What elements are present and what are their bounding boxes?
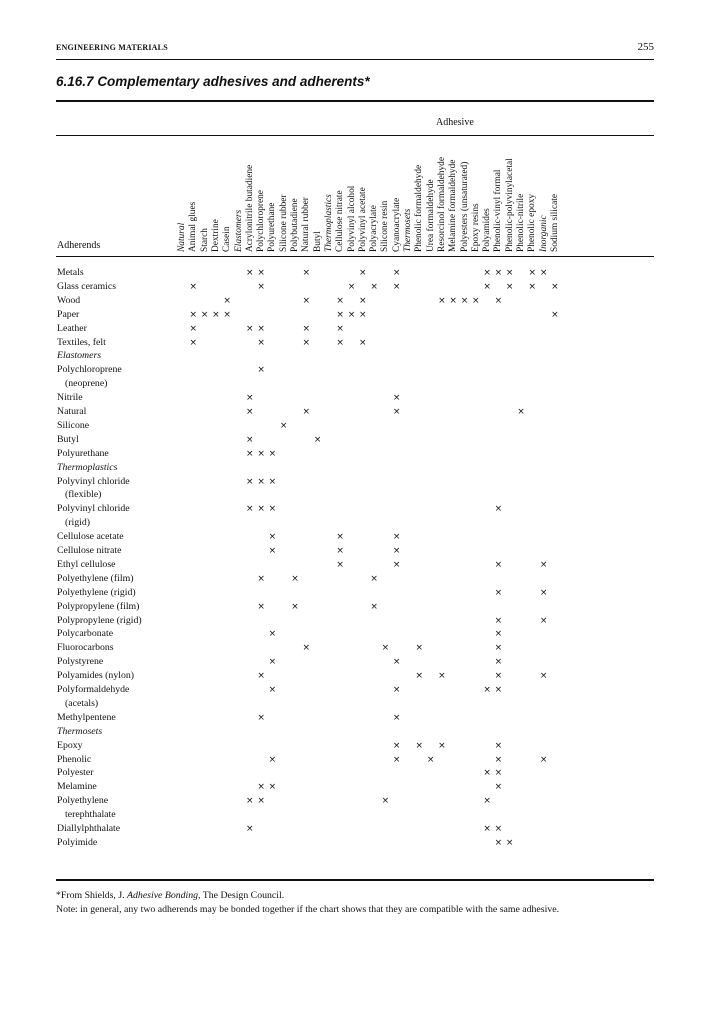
adherend-label: Phenolic <box>57 753 92 765</box>
header-rule <box>56 59 654 60</box>
compatibility-mark: × <box>313 434 322 445</box>
compatibility-mark: × <box>189 337 198 348</box>
compatibility-mark: × <box>246 796 254 807</box>
compatibility-mark: × <box>336 337 344 348</box>
adherend-label: Paper <box>57 308 80 320</box>
adherend-label: terephthalate <box>65 809 116 821</box>
compatibility-mark: × <box>257 504 265 515</box>
table-row <box>57 683 654 697</box>
adhesive-group-rule <box>56 135 654 136</box>
compatibility-mark: × <box>336 546 344 556</box>
footnote-book: Adhesive Bonding, <box>127 890 201 901</box>
category-row <box>57 349 654 363</box>
column-header-label: Silicone rubber <box>278 194 289 252</box>
adherend-label: Polyimide <box>57 836 98 848</box>
table-row <box>57 600 654 614</box>
table-row <box>57 433 654 447</box>
column-header-label: Epoxy resins <box>470 203 481 252</box>
compatibility-mark: × <box>291 573 299 584</box>
section-title <box>56 74 370 89</box>
compatibility-mark: × <box>370 573 378 584</box>
compatibility-mark: × <box>494 754 503 765</box>
compatibility-mark: × <box>551 309 559 320</box>
compatibility-mark: × <box>483 824 491 834</box>
table-row <box>57 627 654 641</box>
column-header-label: Phenolic formaldehyde <box>414 164 425 252</box>
column-header-label: Polyamides <box>482 208 493 252</box>
adherend-label: Polystyrene <box>57 656 104 668</box>
compatibility-mark: × <box>257 671 265 682</box>
compatibility-mark: × <box>494 740 503 751</box>
compatibility-mark: × <box>257 573 265 584</box>
table-row <box>57 405 654 419</box>
compatibility-mark: × <box>438 740 446 751</box>
compatibility-mark: × <box>392 657 401 668</box>
column-header-label: Silicone resin <box>380 200 391 252</box>
column-header-label: Dextrine <box>210 219 221 252</box>
adherend-label: Fluorocarbons <box>57 642 114 654</box>
compatibility-mark: × <box>246 824 254 834</box>
compatibility-mark: × <box>494 837 503 848</box>
table-top-rule <box>56 100 654 102</box>
compatibility-mark: × <box>392 685 401 695</box>
adherend-label: (rigid) <box>65 517 91 529</box>
table-row <box>57 794 654 808</box>
compatibility-mark: × <box>381 643 390 654</box>
adherend-label: Polyester <box>57 767 94 779</box>
compatibility-mark: × <box>494 643 503 654</box>
compatibility-mark: × <box>494 587 503 598</box>
table-row <box>57 336 654 350</box>
adherend-label: Nitrile <box>57 392 83 404</box>
continuation-row <box>57 377 654 391</box>
column-header-label: Butyl <box>312 231 323 252</box>
column-header-label: Inorganic <box>538 215 549 252</box>
column-header-label: Polyurethane <box>267 202 278 252</box>
compatibility-mark: × <box>268 504 277 515</box>
adhesive-group-label: Adhesive <box>436 117 474 128</box>
table-row <box>57 586 654 600</box>
adherend-label: Diallylphthalate <box>57 823 121 834</box>
compatibility-mark: × <box>539 559 548 570</box>
table-row <box>57 669 654 683</box>
compatibility-mark: × <box>505 837 514 848</box>
compatibility-mark: × <box>539 754 548 765</box>
continuation-row <box>57 516 654 530</box>
adherend-label: Silicone <box>57 419 90 431</box>
adherend-label: Thermoplastics <box>57 461 118 473</box>
section-number: 6.16.7 <box>56 74 94 89</box>
table-row <box>57 294 654 308</box>
adherend-label: Polyamides (nylon) <box>57 670 135 682</box>
compatibility-mark: × <box>246 393 254 404</box>
adherends-header: Adherends <box>57 240 101 251</box>
compatibility-mark: × <box>494 559 503 570</box>
compatibility-mark: × <box>494 685 503 695</box>
table-row <box>57 753 654 767</box>
column-header-label: Sodium silicate <box>549 193 560 252</box>
compatibility-mark: × <box>392 546 401 556</box>
table-row <box>57 544 654 558</box>
compatibility-mark: × <box>257 782 265 793</box>
compatibility-mark: × <box>279 420 288 431</box>
compatibility-mark: × <box>539 671 548 682</box>
table-row <box>57 558 654 572</box>
compatibility-mark: × <box>223 309 231 320</box>
compatibility-mark: × <box>494 671 503 682</box>
compatibility-mark: × <box>257 365 265 376</box>
column-header-label: Phenolic-nitrile <box>516 193 526 252</box>
compatibility-mark: × <box>189 323 198 334</box>
compatibility-note: Note: in general, any two adherends may be bonded together if the chart shows that they are compatible with the same adhesive. <box>56 904 560 915</box>
compatibility-mark: × <box>268 782 277 793</box>
compatibility-mark: × <box>539 615 548 626</box>
adherend-label: Polyethylene (rigid) <box>57 586 136 598</box>
column-header-label: Cyanoacrylate <box>391 197 402 252</box>
table-row <box>57 419 654 433</box>
compatibility-mark: × <box>483 685 491 695</box>
compatibility-mark: × <box>494 615 503 626</box>
compatibility-mark: × <box>189 281 198 292</box>
compatibility-mark: × <box>494 268 503 278</box>
category-row <box>57 725 654 739</box>
column-header-label: Phenolic epoxy <box>527 193 538 252</box>
adherend-label: Textiles, felt <box>57 336 106 348</box>
compatibility-mark: × <box>268 532 277 543</box>
compatibility-mark: × <box>494 768 503 779</box>
compatibility-mark: × <box>392 268 401 278</box>
compatibility-mark: × <box>200 309 209 320</box>
compatibility-mark: × <box>392 407 401 417</box>
compatibility-mark: × <box>268 476 277 487</box>
adherend-label: (acetals) <box>65 697 99 709</box>
adherend-label: Polyvinyl chloride <box>57 475 130 487</box>
table-row <box>57 530 654 544</box>
table-row <box>57 280 654 294</box>
compatibility-mark: × <box>336 559 344 570</box>
adherend-label: Wood <box>57 294 81 306</box>
column-header-label: Thermoplastics <box>323 194 334 252</box>
adherend-label: (flexible) <box>65 489 102 501</box>
compatibility-mark: × <box>223 295 231 306</box>
adherend-label: Glass ceramics <box>57 280 117 292</box>
column-header-label: Phenolic-vinyl formal <box>493 169 504 252</box>
compatibility-mark: × <box>483 281 491 292</box>
adherend-label: Polyethylene <box>57 795 109 807</box>
compatibility-mark: × <box>302 268 311 278</box>
compatibility-mark: × <box>257 323 265 334</box>
table-bottom-rule <box>56 879 654 881</box>
compatibility-mark: × <box>257 281 265 292</box>
compatibility-mark: × <box>359 337 367 348</box>
compatibility-mark: × <box>483 768 491 779</box>
adherend-label: Polychloroprene <box>57 364 122 376</box>
compatibility-mark: × <box>257 476 265 487</box>
compatibility-mark: × <box>246 407 254 417</box>
source-footnote <box>56 889 656 902</box>
compatibility-mark: × <box>268 685 277 695</box>
footnote-author: *From Shields, J. <box>56 890 125 901</box>
compatibility-mark: × <box>392 712 401 723</box>
table-row <box>57 572 654 586</box>
adherend-label: Thermosets <box>57 725 103 737</box>
adherend-label: Polyformaldehyde <box>57 684 130 695</box>
adherend-label: Cellulose nitrate <box>57 545 122 556</box>
compatibility-mark: × <box>438 671 446 682</box>
footnote-publisher: The Design Council. <box>202 890 285 901</box>
compatibility-mark: × <box>347 309 356 320</box>
compatibility-mark: × <box>438 295 446 306</box>
compatibility-mark: × <box>359 295 367 306</box>
compatibility-mark: × <box>494 657 503 668</box>
table-row <box>57 655 654 669</box>
compatibility-mark: × <box>268 657 277 668</box>
running-head <box>56 43 654 57</box>
table-row <box>57 766 654 780</box>
adherend-label: Elastomers <box>57 350 102 362</box>
continuation-row <box>57 697 654 711</box>
adherend-label: Methylpentene <box>57 711 116 723</box>
column-header-label: Polyvinyl alcohol <box>346 185 357 252</box>
compatibility-mark: × <box>539 587 548 598</box>
compatibility-mark: × <box>551 281 559 292</box>
adherend-label: Leather <box>57 322 87 334</box>
continuation-row <box>57 488 654 502</box>
column-header-label: Polyesters (unsaturated) <box>459 161 470 252</box>
compatibility-mark: × <box>494 629 503 640</box>
adherend-label: Natural <box>57 406 87 417</box>
compatibility-mark: × <box>359 309 367 320</box>
compatibility-mark: × <box>494 782 503 793</box>
continuation-row <box>57 808 654 822</box>
column-header-label: Casein <box>222 226 233 252</box>
compatibility-mark: × <box>246 323 254 334</box>
compatibility-mark: × <box>268 448 277 459</box>
compatibility-mark: × <box>472 295 480 306</box>
adherend-label: Polycarbonate <box>57 628 114 640</box>
compatibility-mark: × <box>505 281 514 292</box>
compatibility-mark: × <box>257 796 265 807</box>
table-row <box>57 502 654 516</box>
compatibility-mark: × <box>392 281 401 292</box>
table-row <box>57 322 654 336</box>
adherend-label: Metals <box>57 267 84 278</box>
column-header-label: Cellulose nitrate <box>335 190 346 252</box>
compatibility-mark: × <box>494 295 503 306</box>
compatibility-mark: × <box>370 281 378 292</box>
compatibility-mark: × <box>246 504 254 515</box>
adherend-label: Melamine <box>57 781 97 793</box>
compatibility-mark: × <box>246 268 254 278</box>
compatibility-mark: × <box>212 309 220 320</box>
compatibility-mark: × <box>528 281 537 292</box>
compatibility-mark: × <box>302 323 311 334</box>
compatibility-mark: × <box>291 601 299 612</box>
column-header-label: Natural <box>177 222 187 252</box>
compatibility-mark: × <box>336 295 344 306</box>
adherend-label: Polyurethane <box>57 447 109 459</box>
column-header-label: Acrylonitrile butadiene <box>244 164 255 252</box>
section-title-text: Complementary adhesives and adherents* <box>97 74 370 89</box>
compatibility-mark: × <box>392 559 401 570</box>
compatibility-mark: × <box>539 268 548 278</box>
page-number: 255 <box>637 41 654 53</box>
table-row <box>57 475 654 489</box>
compatibility-mark: × <box>302 295 311 306</box>
compatibility-mark: × <box>494 824 503 834</box>
column-header-label: Polyacrylate <box>369 205 380 252</box>
table-row <box>57 391 654 405</box>
column-header-label: Resorcinol formaldehyde <box>436 156 447 252</box>
compatibility-mark: × <box>483 796 491 807</box>
compatibility-mark: × <box>336 323 344 334</box>
adherend-label: Epoxy <box>57 739 83 751</box>
compatibility-mark: × <box>246 434 254 445</box>
adherend-label: Ethyl cellulose <box>57 558 116 570</box>
compatibility-mark: × <box>302 337 311 348</box>
compatibility-mark: × <box>302 407 311 417</box>
adherend-label: Polyvinyl chloride <box>57 503 130 515</box>
compatibility-mark: × <box>257 448 265 459</box>
table-row <box>57 447 654 461</box>
column-header-label: Animal glues <box>188 201 199 252</box>
column-header-label: Polychloroprene <box>256 190 267 252</box>
compatibility-mark: × <box>415 671 424 682</box>
compatibility-mark: × <box>392 393 401 404</box>
column-header-label: Natural rubber <box>301 197 312 252</box>
table-row <box>57 614 654 628</box>
compatibility-mark: × <box>449 295 457 306</box>
running-head-title: ENGINEERING MATERIALS <box>56 43 168 52</box>
table-row <box>57 822 654 836</box>
compatibility-mark: × <box>302 643 311 654</box>
compatibility-mark: × <box>336 532 344 543</box>
column-header-label: Polybutadiene <box>290 198 300 252</box>
compatibility-mark: × <box>268 754 277 765</box>
adherend-label: Cellulose acetate <box>57 531 124 543</box>
adherend-label: Polypropylene (rigid) <box>57 614 142 626</box>
adherend-label: Butyl <box>57 433 79 445</box>
column-header-label: Urea formaldehyde <box>425 179 436 252</box>
compatibility-mark: × <box>381 796 390 807</box>
compatibility-mark: × <box>483 268 491 278</box>
compatibility-mark: × <box>505 268 514 278</box>
column-header-rule <box>56 256 654 257</box>
table-row <box>57 711 654 725</box>
table-row <box>57 739 654 753</box>
adherend-label: (neoprene) <box>65 378 108 390</box>
table-row <box>57 363 654 377</box>
compatibility-mark: × <box>494 504 503 515</box>
compatibility-mark: × <box>528 268 537 278</box>
column-header-label: Elastomers <box>233 209 244 252</box>
compatibility-mark: × <box>257 601 265 612</box>
compatibility-mark: × <box>415 643 424 654</box>
adherend-label: Polyethylene (film) <box>57 572 134 584</box>
adherend-label: Polypropylene (film) <box>57 600 140 612</box>
compatibility-mark: × <box>347 281 356 292</box>
compatibility-mark: × <box>257 268 265 278</box>
column-header-label: Thermosets <box>403 208 413 252</box>
table-row <box>57 780 654 794</box>
column-header-label: Melamine formaldehyde <box>448 159 459 252</box>
compatibility-mark: × <box>415 740 424 751</box>
compatibility-mark: × <box>426 754 435 765</box>
compatibility-mark: × <box>460 295 469 306</box>
table-row <box>57 266 654 280</box>
compatibility-mark: × <box>392 754 401 765</box>
compatibility-mark: × <box>246 448 254 459</box>
table-row <box>57 308 654 322</box>
compatibility-mark: × <box>336 309 344 320</box>
column-header-label: Starch <box>199 228 210 252</box>
column-header-label: Phenolic-polyvinylacetal <box>504 158 515 252</box>
category-row <box>57 461 654 475</box>
compatibility-mark: × <box>392 740 401 751</box>
compatibility-mark: × <box>257 712 265 723</box>
compatibility-mark: × <box>246 476 254 487</box>
compatibility-mark: × <box>268 546 277 556</box>
compatibility-mark: × <box>189 309 198 320</box>
compatibility-mark: × <box>370 601 378 612</box>
compatibility-mark: × <box>359 268 367 278</box>
compatibility-mark: × <box>517 407 525 417</box>
table-row <box>57 641 654 655</box>
compatibility-mark: × <box>268 629 277 640</box>
compatibility-mark: × <box>257 337 265 348</box>
table-row <box>57 836 654 850</box>
column-header-label: Polyvinyl acetate <box>357 187 368 252</box>
compatibility-mark: × <box>392 532 401 543</box>
